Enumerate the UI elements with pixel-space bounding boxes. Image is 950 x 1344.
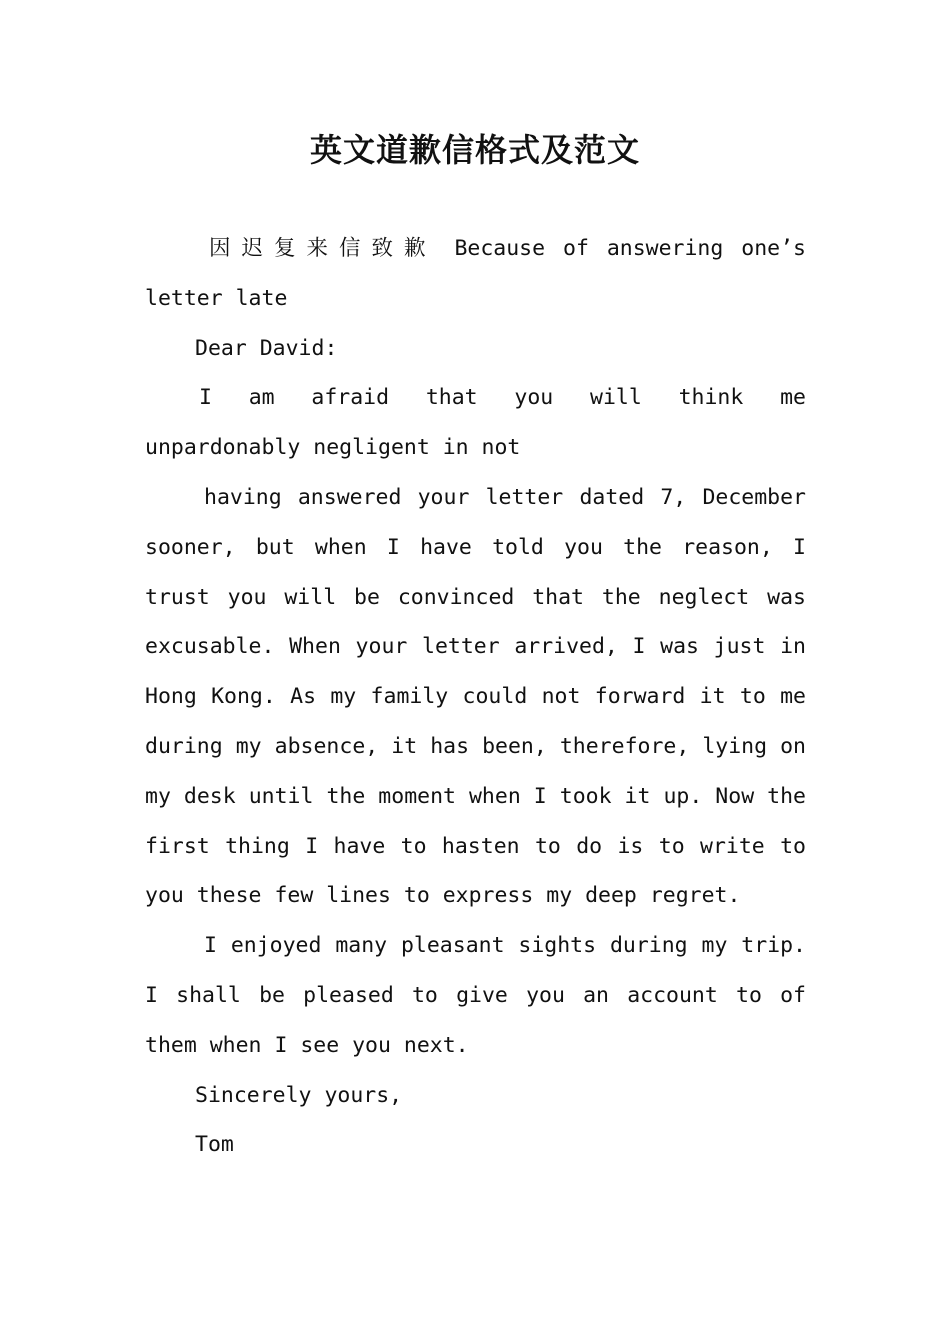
subject-english: Because of answering one’s letter late	[145, 236, 806, 311]
signature: Tom	[195, 1132, 234, 1158]
closing: Sincerely yours,	[195, 1082, 403, 1108]
salutation: Dear David:	[195, 335, 338, 361]
letter-body	[145, 224, 806, 1170]
document-title: 英文道歉信格式及范文	[309, 131, 640, 169]
paragraph-1-opening: I am afraid that you will think me unpardonably negligent in not	[145, 385, 806, 461]
subject-line	[145, 224, 806, 324]
subject-chinese: 因迟复来信致歉	[209, 236, 437, 261]
paragraph-1-body: having answered your letter dated 7, December sooner, but when I have told you the reason, I trust you will be convinced that the neglect was excusable. When your letter arrived, I was just in Hong Kong. As my family could not forward it to me during my absence, it has been, therefore, lying on my desk until the moment when I took it up. Now the first thing I have to hasten to do is to write to you these few lines to express my deep regret.	[145, 484, 806, 909]
paragraph-2: I enjoyed many pleasant sights during my trip. I shall be pleased to give you an account to of them when I see you next.	[145, 933, 806, 1058]
